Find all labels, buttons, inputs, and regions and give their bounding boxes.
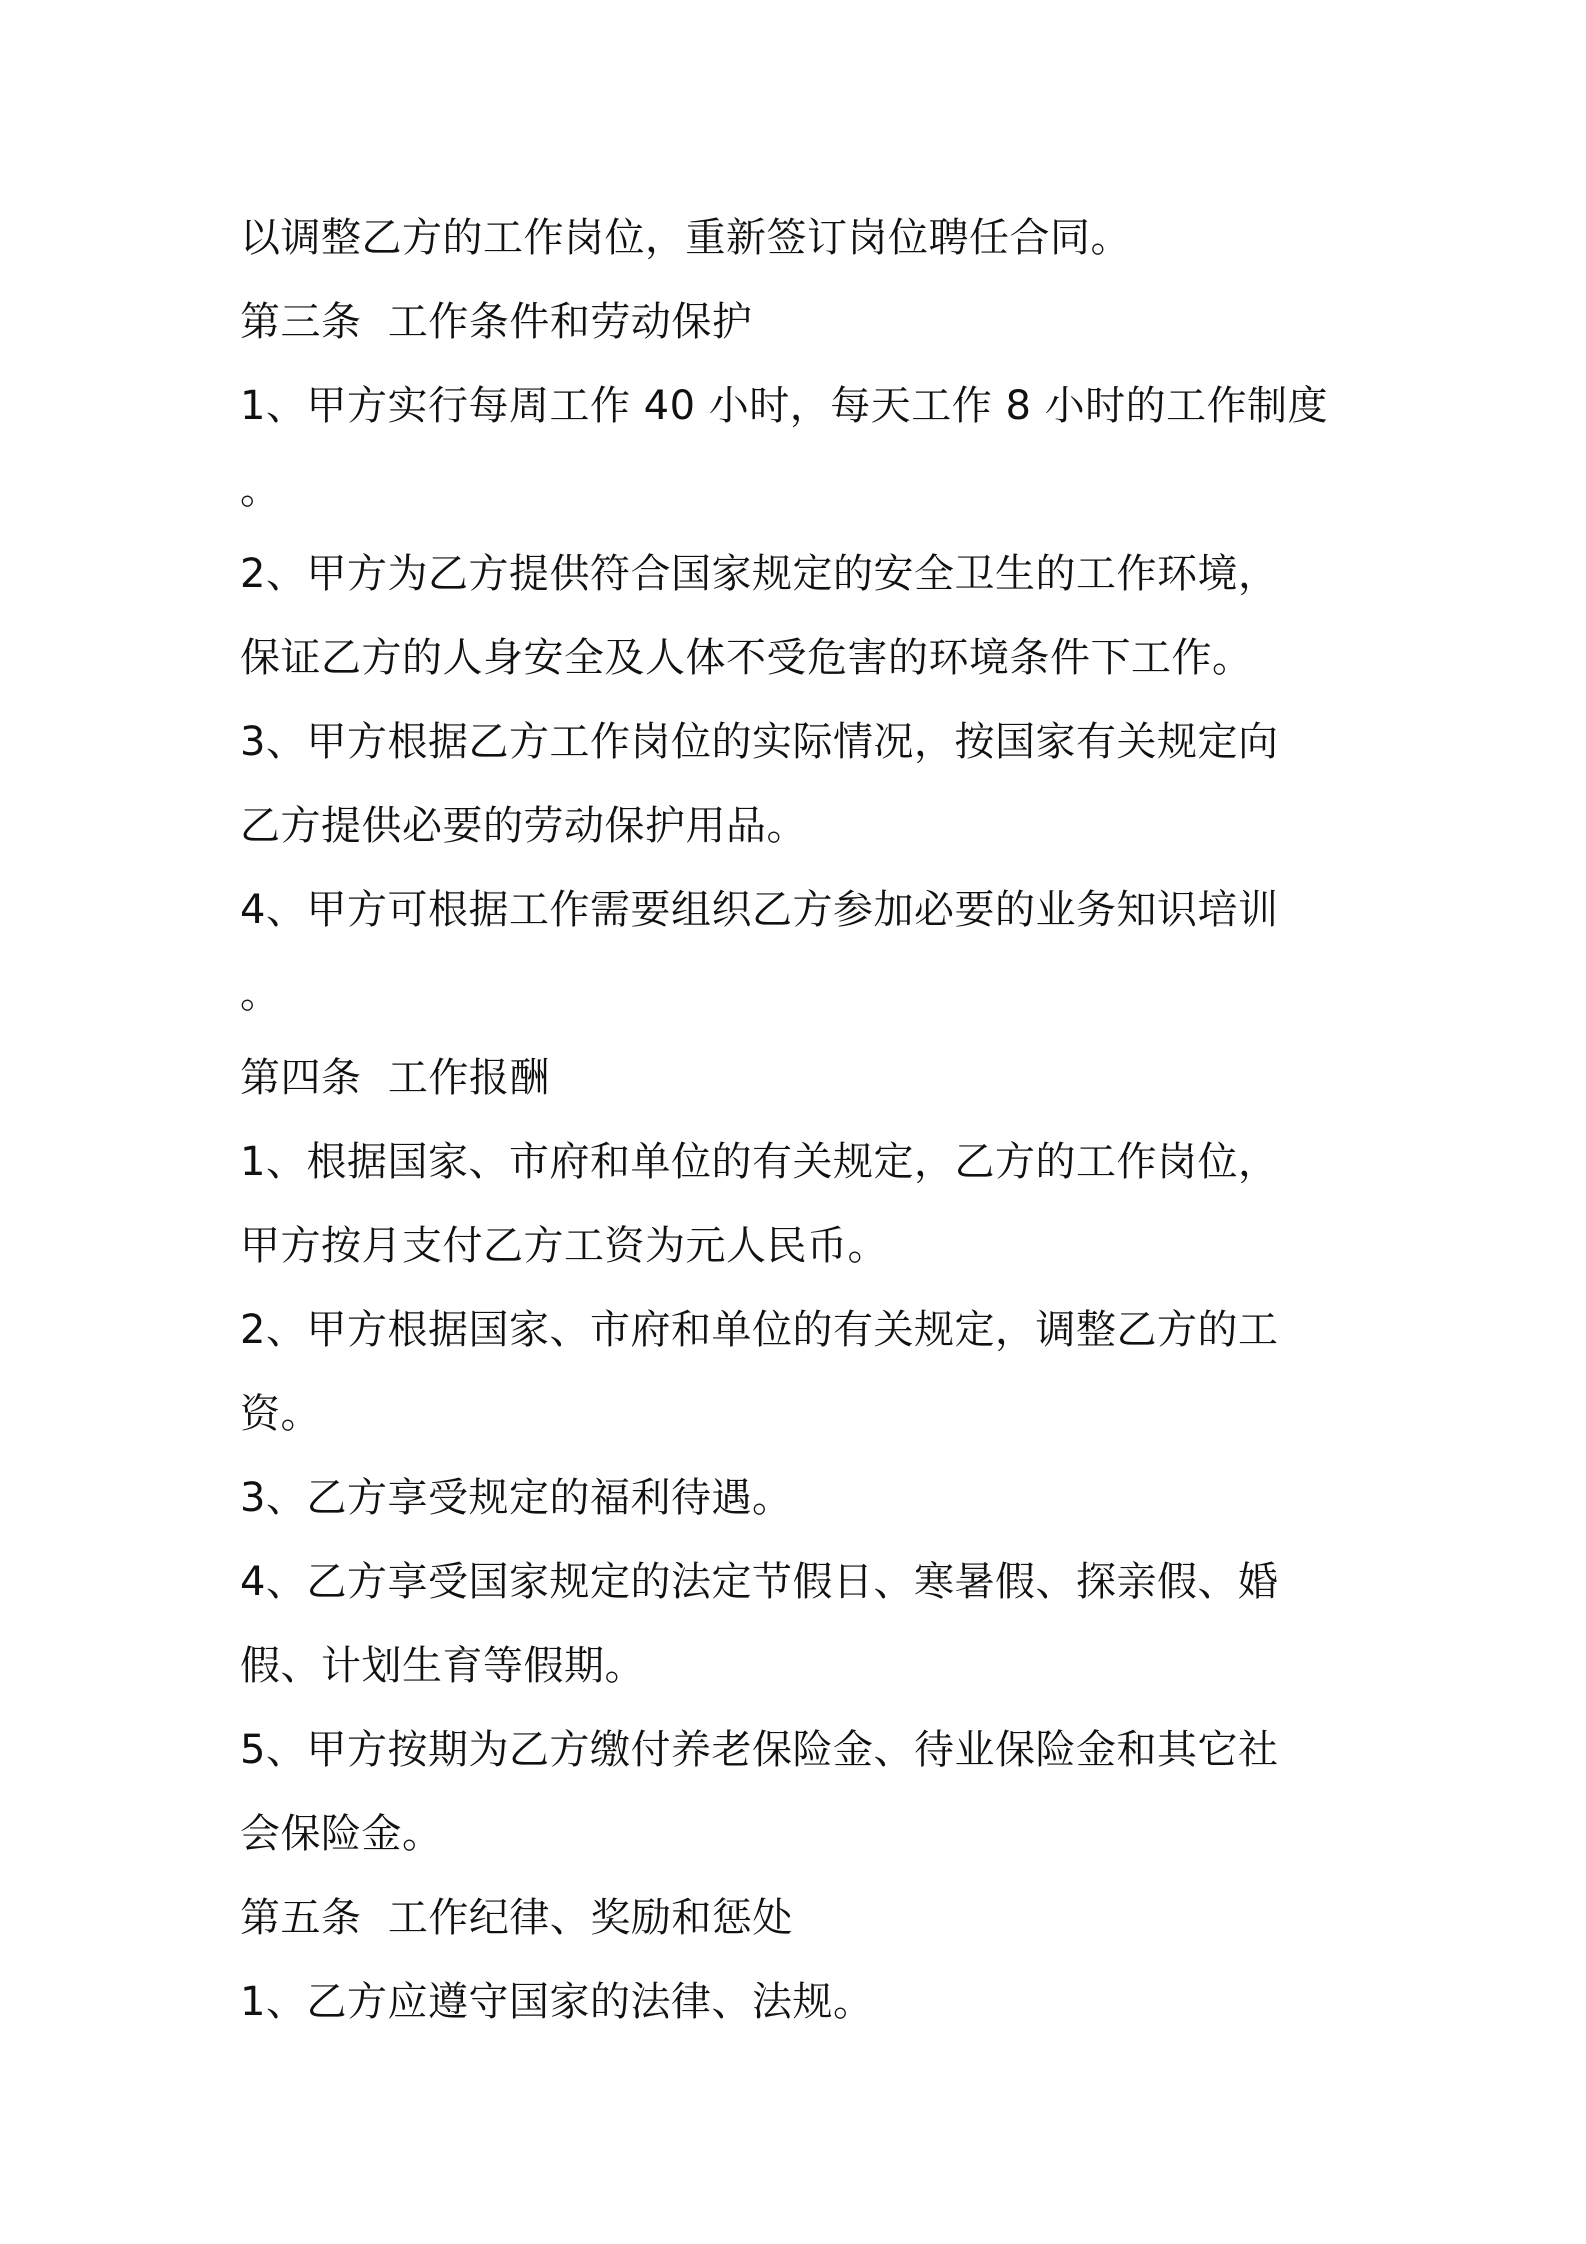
text-line: 以调整乙方的工作岗位，重新签订岗位聘任合同。: [240, 215, 1131, 261]
text-line: 1、乙方应遵守国家的法律、法规。: [240, 1979, 874, 2025]
text-line: 4、乙方享受国家规定的法定节假日、寒暑假、探亲假、婚: [240, 1559, 1279, 1605]
section-heading: 第四条 工作报酬: [240, 1055, 550, 1101]
text-line: 2、甲方为乙方提供符合国家规定的安全卫生的工作环境，: [240, 551, 1279, 597]
text-line: 甲方按月支付乙方工资为元人民币。: [240, 1223, 888, 1269]
text-line: 2、甲方根据国家、市府和单位的有关规定，调整乙方的工: [240, 1307, 1279, 1353]
text-line: 。: [240, 971, 281, 1017]
text-line: 假、计划生育等假期。: [240, 1643, 645, 1689]
text-line: 。: [240, 467, 281, 513]
document-body: [240, 196, 1370, 2044]
section-heading: 第三条 工作条件和劳动保护: [240, 299, 753, 345]
text-line: 会保险金。: [240, 1811, 443, 1857]
text-line: 保证乙方的人身安全及人体不受危害的环境条件下工作。: [240, 635, 1253, 681]
text-line: 资。: [240, 1391, 321, 1437]
text-line: 3、甲方根据乙方工作岗位的实际情况，按国家有关规定向: [240, 719, 1279, 765]
text-line: 乙方提供必要的劳动保护用品。: [240, 803, 807, 849]
text-line: 1、根据国家、市府和单位的有关规定，乙方的工作岗位，: [240, 1139, 1279, 1185]
text-line: 5、甲方按期为乙方缴付养老保险金、待业保险金和其它社: [240, 1727, 1279, 1773]
text-line: 1、甲方实行每周工作 40 小时，每天工作 8 小时的工作制度: [240, 383, 1329, 429]
section-heading: 第五条 工作纪律、奖励和惩处: [240, 1895, 793, 1941]
text-line: 3、乙方享受规定的福利待遇。: [240, 1475, 793, 1521]
text-line: 4、甲方可根据工作需要组织乙方参加必要的业务知识培训: [240, 887, 1279, 933]
